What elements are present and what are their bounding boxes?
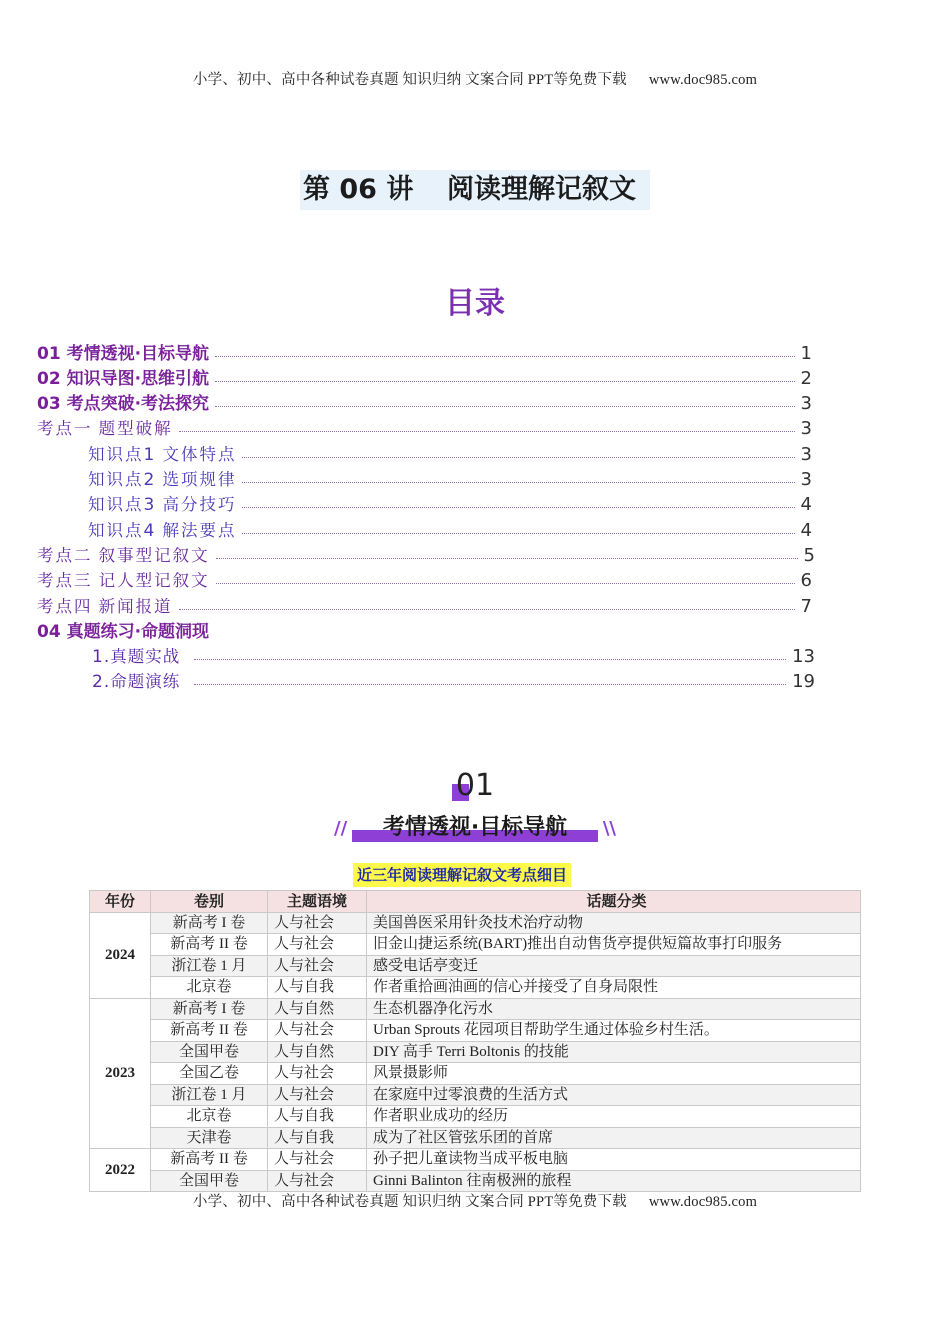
toc-item-page: 7 [800, 596, 812, 617]
toc-item-page: 2 [800, 368, 812, 389]
col-header-paper: 卷别 [151, 891, 268, 913]
paper-cell: 新高考 II 卷 [151, 1149, 268, 1171]
toc-item-page: 3 [800, 469, 812, 490]
toc-label-number: 4 [143, 521, 157, 541]
toc-item-label [92, 643, 186, 667]
theme-cell: 人与自我 [268, 977, 367, 999]
toc-leader [242, 506, 794, 508]
toc-leader [242, 481, 794, 483]
theme-cell: 人与社会 [268, 912, 367, 934]
section-number-text: 01 [455, 768, 495, 803]
topic-cell: 在家庭中过零浪费的生活方式 [367, 1084, 861, 1106]
table-row [90, 1084, 861, 1106]
table-row [90, 1170, 861, 1192]
col-header-topic: 话题分类 [367, 891, 861, 913]
table-row [90, 1063, 861, 1085]
col-header-year: 年份 [90, 891, 151, 913]
toc-leader [194, 683, 786, 685]
year-cell: 2024 [90, 912, 151, 998]
paper-cell: 全国乙卷 [151, 1063, 268, 1085]
topic-cell: 作者职业成功的经历 [367, 1106, 861, 1128]
toc-item[interactable] [92, 643, 815, 667]
year-cell: 2023 [90, 998, 151, 1149]
toc-label-prefix: 知识点 [88, 470, 144, 489]
toc-leader [242, 532, 794, 534]
toc-item-label: 考点四 新闻报道 [37, 597, 173, 616]
toc-item-page: 3 [800, 393, 812, 414]
toc-label-number: 3 [143, 495, 157, 515]
theme-cell: 人与社会 [268, 1149, 367, 1171]
topic-cell: Ginni Balinton 往南极洲的旅程 [367, 1170, 861, 1192]
toc-item[interactable] [37, 365, 812, 389]
toc-item-label: 03 考点突破·考法探究 [37, 394, 210, 414]
table-row [90, 1041, 861, 1063]
paper-cell: 新高考 I 卷 [151, 998, 268, 1020]
header-text: 小学、初中、高中各种试卷真题 知识归纳 文案合同 PPT等免费下载 [192, 72, 627, 88]
theme-cell: 人与社会 [268, 955, 367, 977]
paper-cell: 北京卷 [151, 977, 268, 999]
theme-cell: 人与自然 [268, 998, 367, 1020]
toc-leader [216, 557, 798, 559]
toc-item-page: 1 [800, 343, 812, 364]
col-header-theme: 主题语境 [268, 891, 367, 913]
toc-item[interactable] [88, 466, 812, 490]
toc-item-page: 3 [800, 444, 812, 465]
paper-cell: 全国甲卷 [151, 1041, 268, 1063]
toc-label-prefix: 知识点 [88, 445, 144, 464]
lecture-number: 第 06 讲 [303, 174, 414, 205]
topic-cell: 生态机器净化污水 [367, 998, 861, 1020]
table-row [90, 998, 861, 1020]
lecture-title [300, 170, 650, 210]
toc-item-page: 19 [792, 671, 815, 692]
footer-text: 小学、初中、高中各种试卷真题 知识归纳 文案合同 PPT等免费下载 [192, 1194, 627, 1210]
toc-leader [179, 608, 795, 610]
toc-leader [216, 582, 795, 584]
table-row [90, 955, 861, 977]
toc-item-page: 13 [792, 646, 815, 667]
section-title: 考情透视·目标导航 [382, 815, 568, 840]
table-row [90, 1106, 861, 1128]
toc-label-suffix: 高分技巧 [156, 495, 237, 514]
toc-item-page: 5 [803, 545, 815, 566]
table-title: 近三年阅读理解记叙文考点细目 [353, 863, 571, 887]
theme-cell: 人与自然 [268, 1041, 367, 1063]
theme-cell: 人与社会 [268, 1020, 367, 1042]
theme-cell: 人与社会 [268, 1063, 367, 1085]
topic-cell: 孙子把儿童读物当成平板电脑 [367, 1149, 861, 1171]
table-row [90, 912, 861, 934]
toc-item-label [88, 491, 242, 515]
toc-item-label: 02 知识导图·思维引航 [37, 369, 210, 389]
toc-item-label [88, 466, 242, 490]
toc-leader [194, 658, 786, 660]
section-banner [330, 808, 620, 848]
theme-cell: 人与社会 [268, 934, 367, 956]
toc-heading: 目录 [445, 286, 505, 321]
header-url[interactable]: www.doc985.com [648, 72, 758, 88]
toc-item[interactable] [37, 415, 812, 439]
paper-cell: 浙江卷 1 月 [151, 955, 268, 977]
toc-item[interactable] [88, 517, 812, 541]
exam-topic-table [89, 890, 861, 1192]
toc-label-number: 1 [143, 445, 157, 465]
paper-cell: 北京卷 [151, 1106, 268, 1128]
toc-item-label: 考点二 叙事型记叙文 [37, 546, 210, 565]
section-number [0, 768, 950, 803]
paper-cell: 新高考 I 卷 [151, 912, 268, 934]
toc-item-page: 4 [800, 494, 812, 515]
table-row [90, 977, 861, 999]
topic-cell: Urban Sprouts 花园项目帮助学生通过体验乡村生活。 [367, 1020, 861, 1042]
theme-cell: 人与社会 [268, 1170, 367, 1192]
paper-cell: 新高考 II 卷 [151, 934, 268, 956]
toc-label-prefix: 知识点 [88, 521, 144, 540]
toc-item[interactable] [37, 340, 812, 364]
toc-leader [242, 456, 794, 458]
toc-item-label: 01 考情透视·目标导航 [37, 344, 210, 364]
topic-cell: 旧金山捷运系统(BART)推出自动售货亭提供短篇故事打印服务 [367, 934, 861, 956]
toc-item-label [92, 668, 186, 692]
toc-leader [179, 430, 795, 432]
paper-cell: 新高考 II 卷 [151, 1020, 268, 1042]
theme-cell: 人与自我 [268, 1106, 367, 1128]
toc-label-number: 2. [92, 672, 111, 692]
topic-cell: 成为了社区管弦乐团的首席 [367, 1127, 861, 1149]
lecture-topic: 阅读理解记叙文 [447, 174, 636, 205]
year-cell: 2022 [90, 1149, 151, 1192]
toc-item-label: 考点一 题型破解 [37, 419, 173, 438]
toc-item-page: 3 [800, 418, 812, 439]
table-row [90, 1127, 861, 1149]
toc-leader [215, 380, 795, 382]
toc-item[interactable] [88, 491, 812, 515]
topic-cell: 作者重拾画油画的信心并接受了自身局限性 [367, 977, 861, 999]
topic-cell: 美国兽医采用针灸技术治疗动物 [367, 912, 861, 934]
toc-item-page: 6 [800, 570, 812, 591]
slash-deco-icon: \\ [602, 818, 616, 839]
toc-label-suffix: 解法要点 [156, 521, 237, 540]
toc-label-number: 1. [92, 647, 111, 667]
slash-deco-icon: // [334, 818, 348, 839]
table-header-row [90, 891, 861, 913]
topic-cell: 感受电话亭变迁 [367, 955, 861, 977]
page-footer [0, 1190, 950, 1211]
toc-leader [215, 405, 795, 407]
toc-label-suffix: 真题实战 [110, 647, 181, 666]
toc-item-label [88, 441, 242, 465]
table-row [90, 934, 861, 956]
footer-url[interactable]: www.doc985.com [648, 1194, 758, 1210]
toc-item-label: 考点三 记人型记叙文 [37, 571, 210, 590]
toc-item-label: 04 真题练习·命题洞现 [37, 622, 210, 642]
toc-item[interactable] [37, 567, 812, 591]
topic-cell: 风景摄影师 [367, 1063, 861, 1085]
toc-item[interactable] [88, 441, 812, 465]
toc-label-number: 2 [143, 470, 157, 490]
paper-cell: 全国甲卷 [151, 1170, 268, 1192]
toc-label-suffix: 文体特点 [156, 445, 237, 464]
page-header [0, 68, 950, 89]
toc-item[interactable] [37, 390, 812, 414]
toc-item[interactable] [92, 668, 815, 692]
toc-item-page: 4 [800, 520, 812, 541]
toc-item[interactable] [37, 593, 812, 617]
toc-item[interactable] [37, 618, 337, 642]
paper-cell: 浙江卷 1 月 [151, 1084, 268, 1106]
toc-item-label [88, 517, 242, 541]
toc-label-suffix: 命题演练 [110, 672, 181, 691]
theme-cell: 人与社会 [268, 1084, 367, 1106]
toc-leader [215, 355, 795, 357]
toc-item[interactable] [37, 542, 815, 566]
toc-label-suffix: 选项规律 [156, 470, 237, 489]
table-row [90, 1020, 861, 1042]
theme-cell: 人与自我 [268, 1127, 367, 1149]
topic-cell: DIY 高手 Terri Boltonis 的技能 [367, 1041, 861, 1063]
table-row [90, 1149, 861, 1171]
paper-cell: 天津卷 [151, 1127, 268, 1149]
toc-label-prefix: 知识点 [88, 495, 144, 514]
